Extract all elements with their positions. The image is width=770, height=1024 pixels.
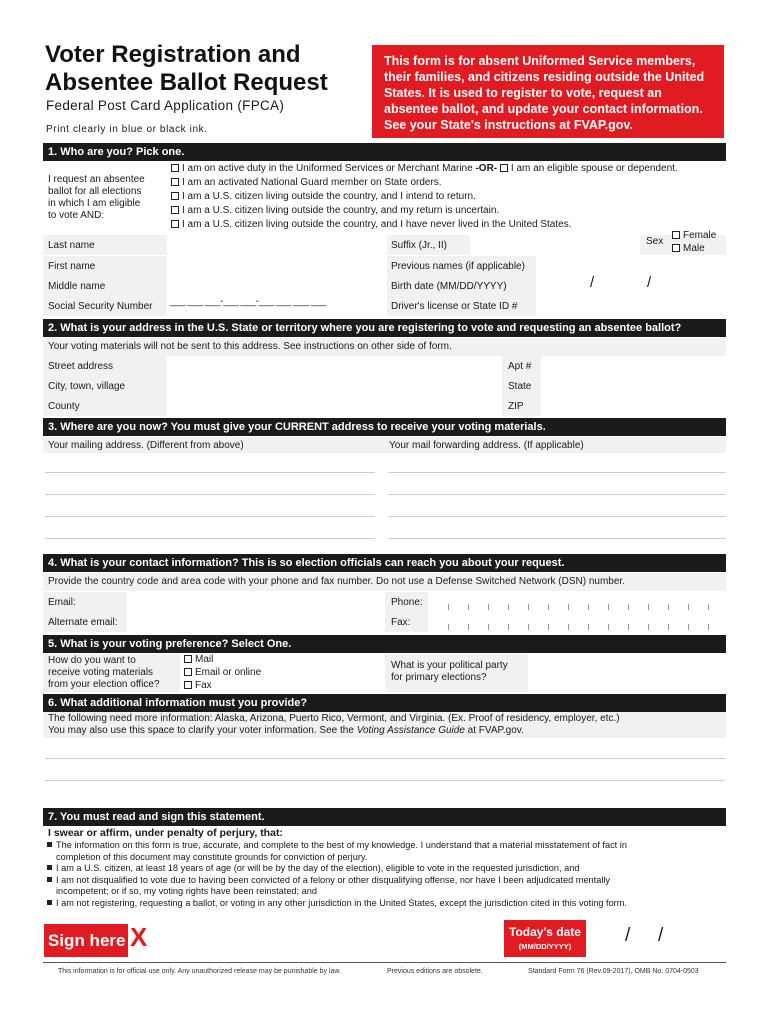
party-question-line: for primary elections?: [391, 672, 487, 683]
s1-intro-line: I request an absentee: [48, 174, 145, 185]
county-label: County: [48, 401, 80, 412]
sign-x-mark: X: [130, 922, 148, 952]
todays-date-field[interactable]: [588, 917, 726, 961]
option-label: I am an activated National Guard member on State orders.: [182, 177, 442, 188]
section-2-heading: 2. What is your address in the U.S. State or territory where you are registering to vote and requesting an absentee ballot?: [43, 319, 726, 337]
middle-name-field[interactable]: [167, 276, 387, 296]
last-name-field[interactable]: [167, 235, 387, 255]
zip-field[interactable]: [541, 396, 726, 416]
option-return-uncertain[interactable]: [171, 205, 499, 216]
birth-date-field[interactable]: [536, 276, 726, 296]
previous-names-label: Previous names (if applicable): [391, 261, 525, 272]
party-question: [391, 660, 508, 684]
section-6-heading: 6. What additional information must you provide?: [43, 694, 726, 712]
fax-option[interactable]: [184, 679, 385, 692]
state-label: State: [508, 381, 532, 392]
oath-item: [47, 863, 627, 875]
tick-mark: [708, 624, 709, 630]
date-format-text: (MM/DD/YYYY): [518, 942, 572, 951]
footer-form-number: Standard Form 76 (Rev.09-2017), OMB No. 0704-0503: [528, 968, 699, 975]
spouse-dependent-checkbox[interactable]: [500, 164, 508, 172]
s2-note: Your voting materials will not be sent to this address. See instructions on other side of form.: [48, 341, 452, 352]
option-intend-return[interactable]: [171, 191, 476, 202]
mailing-address-field[interactable]: [43, 454, 378, 544]
s5-options: [180, 654, 385, 692]
swear-statement: I swear or affirm, under penalty of perjury, that:: [48, 827, 283, 839]
county-field[interactable]: [167, 396, 502, 416]
return-uncertain-checkbox[interactable]: [171, 206, 179, 214]
state-field[interactable]: [541, 376, 726, 396]
tick-mark: [688, 604, 689, 610]
tick-mark: [588, 604, 589, 610]
tick-mark: [708, 604, 709, 610]
s6-line-1: The following need more information: Alaska, Arizona, Puerto Rico, Vermont, and Virginia. (Ex. Proof of residency, employer, etc.): [48, 713, 620, 724]
oath-text: completion of this document may constitute grounds for conviction of perjury.: [56, 851, 368, 862]
date-slash: /: [625, 925, 631, 946]
additional-info-field[interactable]: [43, 740, 726, 802]
female-option[interactable]: [672, 230, 716, 241]
mail-option[interactable]: [184, 654, 385, 666]
page-title: [45, 41, 365, 97]
s1-intro: [48, 174, 145, 222]
first-name-field[interactable]: [167, 256, 387, 276]
s1-intro-line: to vote AND:: [48, 210, 105, 221]
tick-mark: [628, 624, 629, 630]
title-line-1: Voter Registration and: [45, 41, 301, 68]
option-national-guard[interactable]: [171, 177, 442, 188]
section-5-heading: 5. What is your voting preference? Select One.: [43, 635, 726, 653]
tick-mark: [468, 604, 469, 610]
tick-mark: [488, 604, 489, 610]
forwarding-address-label: Your mail forwarding address. (If applicable): [389, 440, 584, 451]
last-name-label: Last name: [48, 240, 95, 251]
tick-mark: [508, 604, 509, 610]
tick-mark: [528, 604, 529, 610]
footer-official-use: This information is for official use only. Any unauthorized release may be punishable by law.: [58, 968, 342, 975]
s6-line-2-text: You may also use this space to clarify your voter information. See the: [48, 725, 357, 736]
national-guard-checkbox[interactable]: [171, 178, 179, 186]
male-label: Male: [683, 243, 705, 254]
option-label: I am an eligible spouse or dependent.: [510, 163, 678, 174]
section-3-heading: 3. Where are you now? You must give your CURRENT address to receive your voting materials.: [43, 418, 726, 436]
oath-item: [47, 840, 627, 852]
page-subtitle: Federal Post Card Application (FPCA): [46, 98, 285, 113]
tick-mark: [508, 624, 509, 630]
street-field[interactable]: [167, 356, 502, 376]
date-slash: /: [658, 925, 664, 946]
party-field[interactable]: [528, 654, 726, 692]
fax-label: Fax:: [391, 617, 411, 628]
previous-names-field[interactable]: [536, 256, 726, 276]
s1-intro-line: in which I am eligible: [48, 198, 141, 209]
oath-text: I am not disqualified to vote due to having been convicted of a felony or other disqualifying offense, nor have I been adjudicated mentally: [56, 874, 610, 885]
party-question-line: What is your political party: [391, 660, 508, 671]
oath-text: The information on this form is true, accurate, and complete to the best of my knowledge. I understand that a material misstatement of fact in: [56, 840, 627, 850]
footer-divider: [43, 962, 726, 963]
s5-question: [48, 655, 160, 691]
tick-mark: [548, 604, 549, 610]
option-active-duty[interactable]: [171, 163, 678, 174]
middle-name-label: Middle name: [48, 281, 106, 292]
ssn-label: Social Security Number: [48, 301, 153, 312]
fax-checkbox[interactable]: [184, 681, 192, 689]
footer-previous-editions: Previous editions are obsolete.: [387, 968, 483, 975]
print-note: Print clearly in blue or black ink.: [46, 124, 208, 135]
suffix-label: Suffix (Jr., II): [391, 240, 447, 251]
birth-date-slash: /: [647, 274, 652, 291]
forwarding-address-field[interactable]: [386, 454, 726, 544]
option-label: I am a U.S. citizen living outside the country, and I intend to return.: [182, 191, 476, 202]
or-label: -OR-: [475, 163, 498, 174]
s6-line-2-text: at FVAP.gov.: [464, 725, 524, 736]
s5-question-line: How do you want to: [48, 655, 136, 666]
option-label: I am on active duty in the Uniformed Services or Merchant Marine: [182, 163, 473, 174]
birth-date-label: Birth date (MM/DD/YYYY): [391, 281, 507, 292]
email-online-label: Email or online: [195, 667, 262, 678]
male-checkbox[interactable]: [672, 244, 680, 252]
email-online-checkbox[interactable]: [184, 668, 192, 676]
voting-assistance-guide: Voting Assistance Guide: [356, 725, 465, 736]
option-label: I am a U.S. citizen living outside the country, and my return is uncertain.: [182, 205, 500, 216]
never-lived-checkbox[interactable]: [171, 220, 179, 228]
male-option[interactable]: [672, 243, 705, 254]
oath-list: [47, 840, 627, 909]
tick-mark: [568, 624, 569, 630]
fax-field[interactable]: [428, 612, 726, 632]
license-field[interactable]: [536, 296, 726, 316]
phone-label: Phone:: [391, 597, 423, 608]
apt-label: Apt #: [508, 361, 532, 372]
city-label: City, town, village: [48, 381, 126, 392]
active-duty-checkbox[interactable]: [171, 164, 179, 172]
tick-mark: [448, 624, 449, 630]
tick-mark: [468, 624, 469, 630]
tick-mark: [608, 604, 609, 610]
s5-question-line: from your election office?: [48, 679, 160, 690]
email-online-option[interactable]: [184, 666, 385, 679]
oath-text: I am not registering, requesting a ballot, or voting in any other jurisdiction in the United States, except the jurisdiction cited in this voting form.: [56, 897, 627, 908]
mail-checkbox[interactable]: [184, 655, 192, 663]
tick-mark: [668, 604, 669, 610]
tick-mark: [568, 604, 569, 610]
email-label: Email:: [48, 597, 76, 608]
email-field[interactable]: [127, 592, 385, 612]
mail-label: Mail: [195, 654, 214, 665]
zip-label: ZIP: [508, 401, 524, 412]
fax-option-label: Fax: [195, 680, 212, 691]
tick-mark: [648, 604, 649, 610]
tick-mark: [528, 624, 529, 630]
option-never-lived[interactable]: [171, 219, 571, 230]
title-line-2: Absentee Ballot Request: [45, 69, 328, 96]
female-label: Female: [683, 230, 717, 241]
oath-text: I am a U.S. citizen, at least 18 years of age (or will be by the day of the election), eligible to vote in the requested jurisdiction, and: [56, 863, 580, 873]
suffix-field[interactable]: [470, 235, 640, 255]
notice-box: This form is for absent Uniformed Service members, their families, and citizens residing outside the United States. It is used to register to vote, request an absentee ballot, and update your contact information. See your State's instructions at FVAP.gov.: [372, 45, 724, 138]
section-4-heading: 4. What is your contact information? This is so election officials can reach you about your request.: [43, 554, 726, 572]
city-field[interactable]: [167, 376, 502, 396]
birth-date-slash: /: [590, 274, 595, 291]
todays-date-text: Today's date: [509, 925, 581, 939]
section-7-heading: 7. You must read and sign this statement.: [43, 808, 726, 826]
apt-field[interactable]: [541, 356, 726, 376]
street-label: Street address: [48, 361, 114, 372]
option-label: I am a U.S. citizen living outside the country, and I have never lived in the United States.: [182, 219, 572, 230]
oath-item: [47, 898, 627, 910]
s6-line-2: [48, 725, 524, 736]
tick-mark: [688, 624, 689, 630]
tick-mark: [628, 604, 629, 610]
alt-email-field[interactable]: [127, 612, 385, 632]
todays-date-label: [504, 920, 586, 957]
tick-mark: [448, 604, 449, 610]
tick-mark: [668, 624, 669, 630]
tick-mark: [588, 624, 589, 630]
sex-label: Sex: [646, 236, 664, 247]
female-checkbox[interactable]: [672, 231, 680, 239]
tick-mark: [548, 624, 549, 630]
section-1-heading: 1. Who are you? Pick one.: [43, 143, 726, 161]
tick-mark: [488, 624, 489, 630]
license-label: Driver's license or State ID #: [391, 301, 518, 312]
intend-return-checkbox[interactable]: [171, 192, 179, 200]
oath-item: [47, 875, 627, 887]
mailing-address-label: Your mailing address. (Different from above): [48, 440, 244, 451]
phone-field[interactable]: [428, 592, 726, 612]
sign-here-label: Sign here: [44, 924, 128, 957]
s4-note: Provide the country code and area code with your phone and fax number. Do not use a Defense Switched Network (DSN) number.: [48, 576, 625, 587]
alt-email-label: Alternate email:: [48, 617, 118, 628]
s5-question-line: receive voting materials: [48, 667, 154, 678]
oath-text: incompetent; or if so, my voting rights have been reinstated; and: [56, 886, 317, 896]
tick-mark: [608, 624, 609, 630]
s1-intro-line: ballot for all elections: [48, 186, 142, 197]
first-name-label: First name: [48, 261, 96, 272]
tick-mark: [648, 624, 649, 630]
ssn-mask: ___ ___ ___-___ ___-___ ___ ___ ___: [170, 296, 326, 307]
